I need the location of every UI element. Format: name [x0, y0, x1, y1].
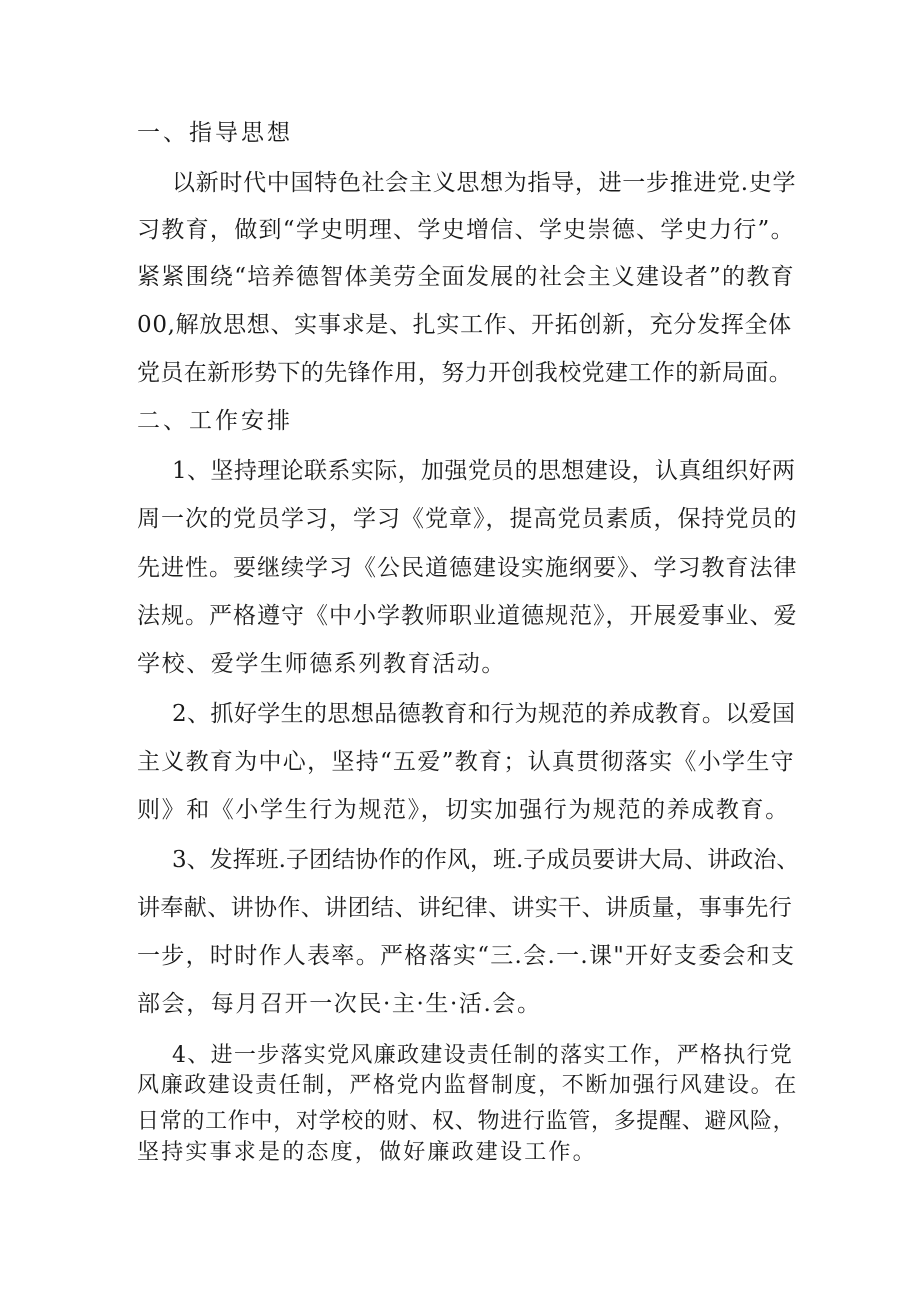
paragraph-line: 00,解放思想、实事求是、扎实工作、开拓创新，充分发挥全体	[137, 312, 792, 338]
paragraph-line: 党员在新形势下的先锋作用，努力开创我校党建工作的新局面。	[137, 360, 793, 386]
paragraph-line: 部会，每月召开一次民·主·生·活.会。	[137, 991, 542, 1017]
paragraph-line: 1、坚持理论联系实际，加强党员的思想建设，认真组织好两	[172, 458, 796, 484]
paragraph-line: 2、抓好学生的思想品德教育和行为规范的养成教育。以爱国	[172, 701, 796, 727]
paragraph-line: 讲奉献、讲协作、讲团结、讲纪律、讲实干、讲质量，事事先行	[137, 895, 793, 921]
paragraph-line: 3、发挥班.子团结协作的作风，班.子成员要讲大局、讲政治、	[172, 847, 800, 873]
paragraph-line: 紧紧围绕“培养德智体美劳全面发展的社会主义建设者”的教育	[137, 264, 795, 290]
section-heading-work-arrangement: 二、工作安排	[137, 408, 293, 434]
paragraph-line: 坚持实事求是的态度，做好廉政建设工作。	[137, 1140, 597, 1165]
paragraph-line: 日常的工作中，对学校的财、权、物进行监管，多提醒、避风险，	[137, 1109, 796, 1134]
paragraph-line: 一步，时时作人表率。严格落实“三.会.一.课"开好支委会和支	[137, 943, 796, 969]
paragraph-line: 4、进一步落实党风廉政建设责任制的落实工作，严格执行党	[172, 1043, 794, 1068]
paragraph-line: 习教育，做到“学史明理、学史增信、学史崇德、学史力行”。	[137, 217, 795, 243]
paragraph-line: 主义教育为中心，坚持“五爱”教育；认真贯彻落实《小学生守	[137, 749, 795, 775]
paragraph-line: 学校、爱学生师德系列教育活动。	[137, 651, 506, 677]
paragraph-line: 法规。严格遵守《中小学教师职业道德规范》，开展爱事业、爱	[137, 603, 798, 629]
section-heading-guiding-thought: 一、指导思想	[137, 120, 293, 146]
paragraph-line: 以新时代中国特色社会主义思想为指导，进一步推进党.史学	[172, 170, 797, 196]
paragraph-line: 先进性。要继续学习《公民道德建设实施纲要》、学习教育法律	[137, 555, 798, 581]
paragraph-line: 周一次的党员学习，学习《党章》，提高党员素质，保持党员的	[137, 506, 798, 532]
paragraph-line: 则》和《小学生行为规范》，切实加强行为规范的养成教育。	[137, 797, 790, 823]
paragraph-line: 风廉政建设责任制，严格党内监督制度，不断加强行风建设。在	[137, 1073, 798, 1098]
